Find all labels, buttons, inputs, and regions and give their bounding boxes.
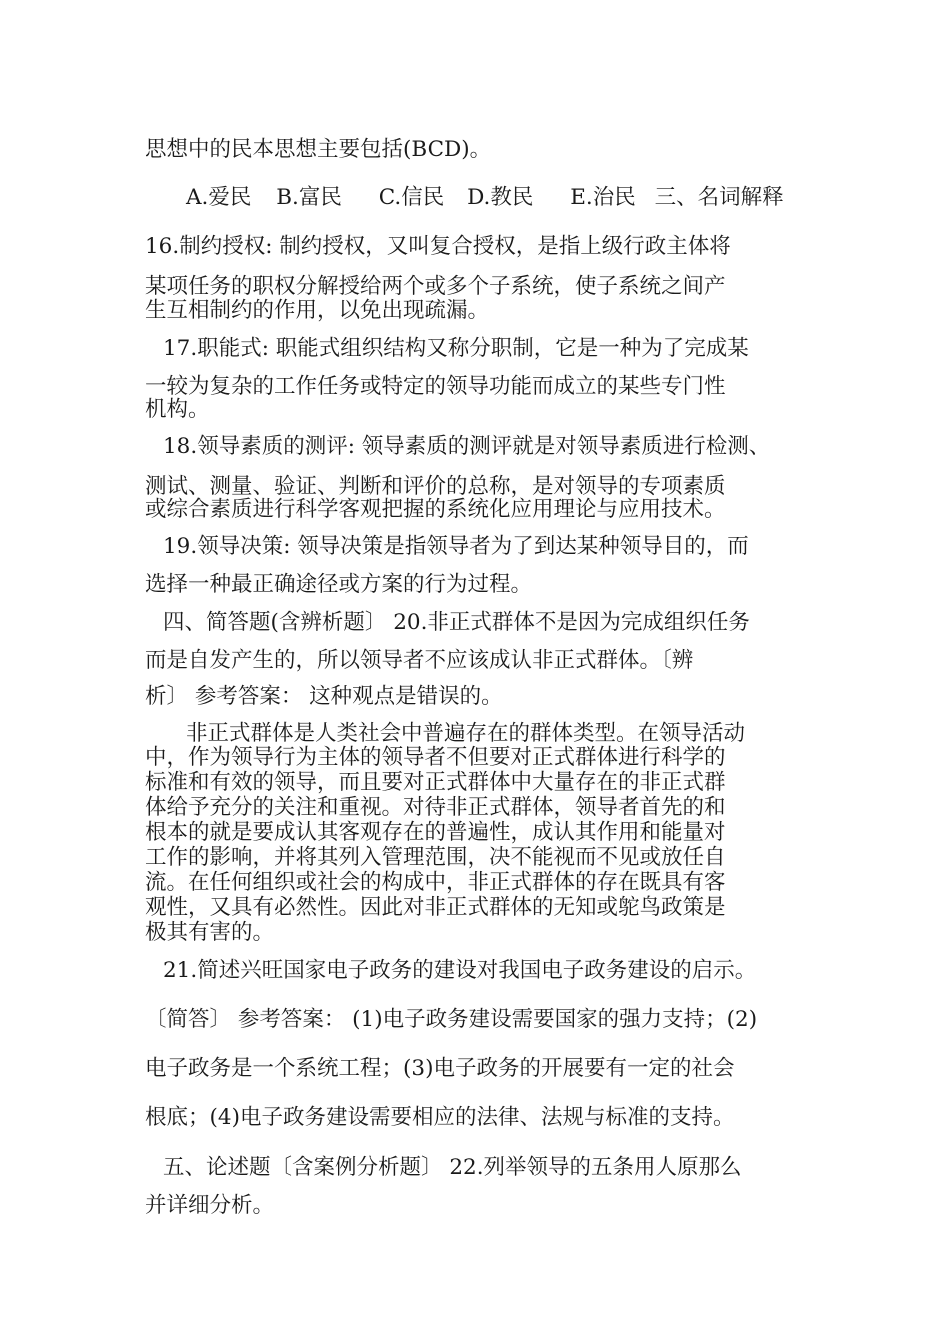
term-19-line-1: 19.领导决策: 领导决策是指领导者为了到达某种领导目的，而 [163,534,749,559]
option-a: A.爱民 [186,185,252,210]
answer-options [186,185,784,211]
answer-20-line-5: 根本的就是要成认其客观存在的普遍性，成认其作用和能量对 [145,820,726,845]
term-18-line-2: 测试、测量、验证、判断和评价的总称，是对领导的专项素质 [145,474,726,499]
question-22-line-1: 五、论述题〔含案例分析题〕 22.列举领导的五条用人原那么 [163,1155,742,1180]
answer-20-line-3: 标准和有效的领导，而且要对正式群体中大量存在的非正式群 [145,770,726,795]
question-22-line-2: 并详细分析。 [145,1193,275,1218]
term-19-line-2: 选择一种最正确途径或方案的行为过程。 [145,572,533,597]
section-heading-terms: 三、名词解释 [654,185,784,210]
term-17-line-2: 一较为复杂的工作任务或特定的领导功能而成立的某些专门性 [145,374,726,399]
question-20-line-3: 析〕 参考答案： 这种观点是错误的。 [145,684,503,709]
option-b: B.富民 [276,185,342,210]
question-20-line-2: 而是自发产生的，所以领导者不应该成认非正式群体。〔辨 [145,648,694,673]
term-18-line-1: 18.领导素质的测评: 领导素质的测评就是对领导素质进行检测、 [163,434,771,459]
answer-20-line-2: 中，作为领导行为主体的领导者不但要对正式群体进行科学的 [145,745,726,770]
answer-20-line-4: 体给予充分的关注和重视。对待非正式群体，领导者首先的和 [145,795,726,820]
term-16-line-3: 生互相制约的作用，以免出现疏漏。 [145,298,490,323]
term-17-line-1: 17.职能式: 职能式组织结构又称分职制，它是一种为了完成某 [163,336,749,361]
term-18-line-3: 或综合素质进行科学客观把握的系统化应用理论与应用技术。 [145,497,726,522]
answer-21-line-3: 根底；(4)电子政务建设需要相应的法律、法规与标准的支持。 [145,1105,735,1130]
answer-20-line-1: 非正式群体是人类社会中普遍存在的群体类型。在领导活动 [186,721,746,746]
term-17-line-3: 机构。 [145,397,210,422]
term-16-line-2: 某项任务的职权分解授给两个或多个子系统，使子系统之间产 [145,274,726,299]
option-c: C.信民 [378,185,445,210]
answer-21-line-2: 电子政务是一个系统工程；(3)电子政务的开展要有一定的社会 [145,1056,735,1081]
answer-20-line-7: 流。在任何组织或社会的构成中，非正式群体的存在既具有客 [145,870,726,895]
option-d: D.教民 [467,185,534,210]
question-stem-line: 思想中的民本思想主要包括(BCD)。 [145,137,492,162]
answer-21-line-1: 〔简答〕 参考答案： (1)电子政务建设需要国家的强力支持；(2) [145,1007,758,1032]
question-20-line-1: 四、简答题(含辨析题〕 20.非正式群体不是因为完成组织任务 [163,610,750,635]
answer-20-line-9: 极其有害的。 [145,920,275,945]
option-e: E.治民 [570,185,636,210]
answer-20-line-8: 观性，又具有必然性。因此对非正式群体的无知或鸵鸟政策是 [145,895,726,920]
question-21-line: 21.简述兴旺国家电子政务的建设对我国电子政务建设的启示。 [163,958,757,983]
term-16-line-1: 16.制约授权: 制约授权，又叫复合授权，是指上级行政主体将 [145,234,731,259]
answer-20-line-6: 工作的影响，并将其列入管理范围，决不能视而不见或放任自 [145,845,726,870]
